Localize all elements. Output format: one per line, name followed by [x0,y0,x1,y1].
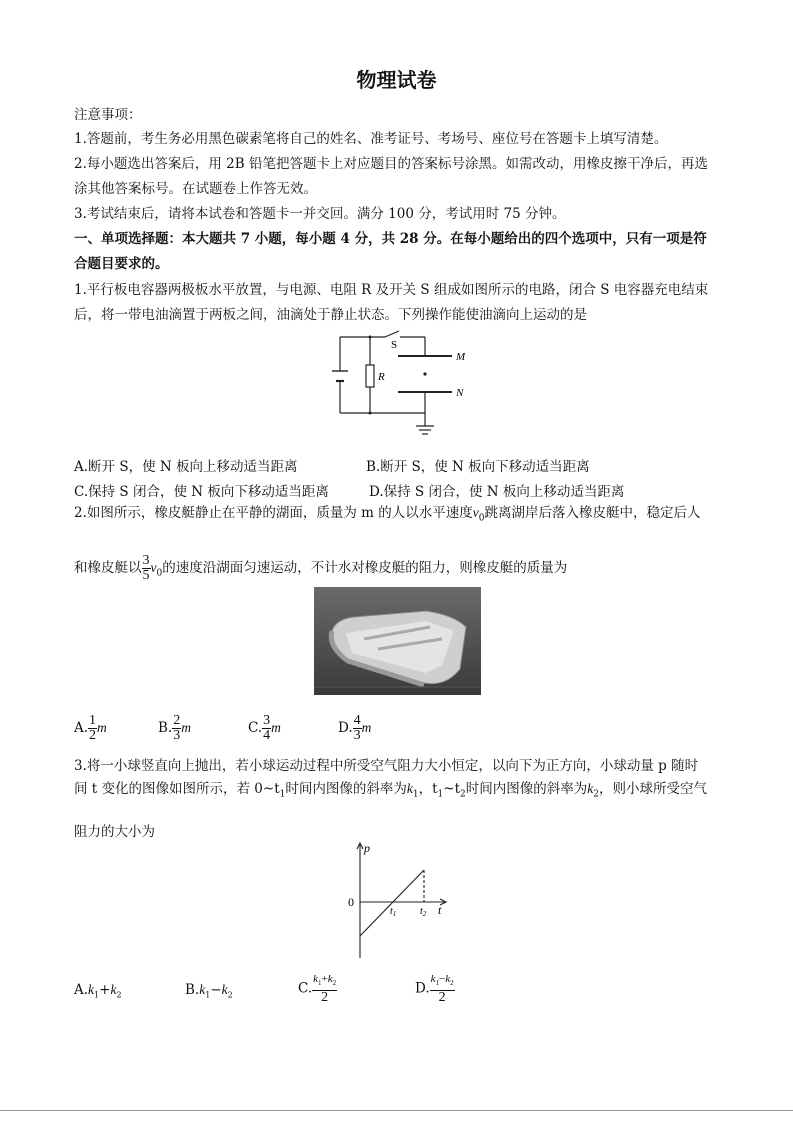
plate-m-label: M [456,351,466,363]
origin-label: 0 [348,895,354,909]
axis-p-label: p [364,841,370,855]
notice-item-3: 3.考试结束后，请将本试卷和答题卡一并交回。满分 100 分，考试用时 75 分钟。 [74,206,566,222]
t1-label: $t_1$ [390,906,397,918]
q2-option-a[interactable]: A. $\frac{1}{2}$ m [74,713,107,743]
notice-item-2b: 涂其他答案标号。在试题卷上作答无效。 [74,181,317,197]
notice-heading: 注意事项： [74,107,142,123]
t2-label: $t_2$ [420,906,427,918]
resistor-label: R [378,371,385,383]
q1-stem-line2: 后，将一带电油滴置于两板之间，油滴处于静止状态。下列操作能使油滴向上运动的是 [74,307,587,323]
q1-option-d[interactable]: D.保持 S 闭合，使 N 板向上移动适当距离 [369,484,625,500]
inflatable-boat-photo [314,587,481,695]
axis-t-label: t [438,903,442,917]
q3-option-a[interactable]: $A.k_1+k_2$ [74,982,122,1000]
plate-n-label: N [456,387,464,399]
page-bottom-rule [0,1110,793,1111]
notice-item-2a: 2.每小题选出答案后，用 2B 铅笔把答题卡上对应题目的答案标号涂黑。如需改动，用橡皮擦干净后，再选 [74,156,708,172]
section-heading-2: 合题目要求的。 [74,256,169,272]
q1-option-b[interactable]: B.断开 S，使 N 板向下移动适当距离 [366,459,590,475]
q3-stem-line3: 阻力的大小为 [74,824,155,840]
q1-option-a[interactable]: A.断开 S，使 N 板向上移动适当距离 [74,459,298,475]
q1-option-c[interactable]: C.保持 S 闭合，使 N 板向下移动适当距离 [74,484,329,500]
q2-option-c[interactable]: C. $\frac{3}{4}$ m [248,713,281,743]
notice-item-1: 1.答题前，考生务必用黑色碳素笔将自己的姓名、准考证号、考场号、座位号在答题卡上填写清楚。 [74,131,668,147]
q2-fraction-three-fifths: $\frac{3}{5}$ [142,553,150,583]
section-heading-1: 一、单项选择题：本大题共 7 小题，每小题 4 分，共 28 分。在每小题给出的四个选项中，只有一项是符 [74,231,707,247]
q2-stem-line1: 2.如图所示，橡皮艇静止在平静的湖面，质量为 m 的人以水平速度$v_0$跳离湖岸后落入橡皮艇中，稳定后人 [74,505,701,524]
q2-stem-line2: 和橡皮艇以 $\frac{3}{5}$ $v_0$的速度沿湖面匀速运动，不计水对橡皮艇的阻力，则橡皮艇的质量为 [74,553,568,583]
q1-circuit-diagram [325,328,475,440]
q1-stem-line1: 1.平行板电容器两极板水平放置，与电源、电阻 R 及开关 S 组成如图所示的电路，闭合 S 电容器充电结束 [74,282,709,298]
q3-option-d[interactable]: D. $\frac{k_1-k_2}{2}$ [415,973,454,1006]
q3-stem-line2: 间 t 变化的图像如图所示，若 $0\sim t_1$时间内图像的斜率为$k_1$，$t_1\sim t_2$时间内图像的斜率为$k_2$，则小球所受空气 [74,781,707,800]
q3-option-c[interactable]: C. $\frac{k_1+k_2}{2}$ [298,973,337,1006]
q2-option-d[interactable]: D. $\frac{4}{3}$ m [338,713,372,743]
q3-option-b[interactable]: $B.k_1-k_2$ [185,982,233,1000]
q2-option-b[interactable]: B. $\frac{2}{3}$ m [158,713,191,743]
page-title: 物理试卷 [356,68,437,92]
q3-stem-line1: 3.将一小球竖直向上抛出，若小球运动过程中所受空气阻力大小恒定，以向下为正方向，小球动量 p 随时 [74,758,699,774]
q3-momentum-time-graph [344,840,456,960]
switch-label: S [391,339,398,351]
